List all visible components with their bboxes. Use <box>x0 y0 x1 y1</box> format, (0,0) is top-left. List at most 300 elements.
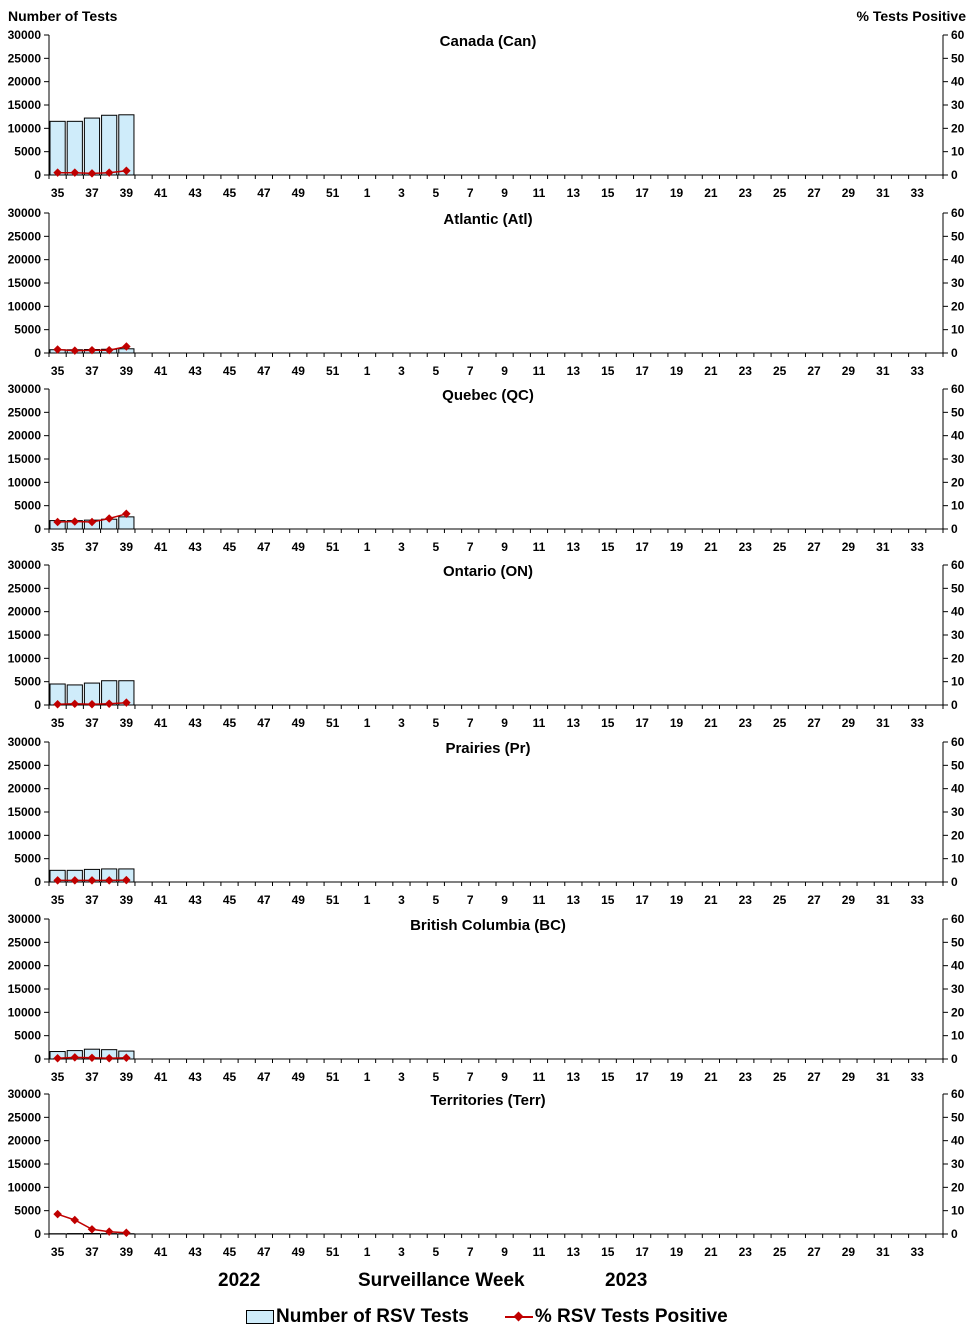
chart-title: British Columbia (BC) <box>410 917 566 934</box>
x-tick-label: 47 <box>257 540 271 554</box>
x-axis-title: Surveillance Week <box>358 1270 525 1291</box>
x-tick-label: 21 <box>704 893 718 907</box>
y-tick-label-left: 5000 <box>14 851 41 866</box>
y-tick-label-left: 0 <box>34 875 41 889</box>
x-tick-label: 35 <box>50 893 65 907</box>
y-tick-label-left: 0 <box>34 522 41 536</box>
y-tick-label-left: 15000 <box>7 98 41 112</box>
x-tick-label: 5 <box>432 186 440 200</box>
x-tick-label: 23 <box>738 893 752 907</box>
y-tick-label-right: 50 <box>951 1110 965 1125</box>
y-tick-label-right: 60 <box>951 1087 965 1101</box>
y-tick-label-right: 10 <box>951 322 965 337</box>
legend-item-tests <box>246 1306 469 1328</box>
bar <box>102 115 117 175</box>
x-tick-label: 25 <box>772 893 787 907</box>
y-tick-label-right: 0 <box>951 522 958 536</box>
x-tick-label: 1 <box>363 540 371 554</box>
x-tick-label: 17 <box>635 1070 649 1084</box>
y-tick-label-right: 20 <box>951 299 965 314</box>
x-tick-label: 33 <box>910 716 924 730</box>
y-tick-label-left: 0 <box>34 168 41 182</box>
x-tick-label: 11 <box>532 1245 546 1259</box>
x-tick-label: 49 <box>291 186 305 200</box>
chart-panel-2 <box>8 382 965 554</box>
x-tick-label: 47 <box>257 893 271 907</box>
y-tick-label-left: 30000 <box>7 382 41 396</box>
x-tick-label: 15 <box>601 716 615 730</box>
x-tick-label: 5 <box>432 893 440 907</box>
y-tick-label-left: 20000 <box>7 958 41 973</box>
x-tick-label: 31 <box>876 893 890 907</box>
y-tick-label-left: 30000 <box>7 28 41 42</box>
positive-point <box>105 1227 113 1235</box>
positive-point <box>122 1229 130 1237</box>
x-tick-label: 31 <box>876 716 890 730</box>
x-tick-label: 15 <box>601 893 615 907</box>
x-tick-label: 43 <box>188 1070 202 1084</box>
y-tick-label-left: 15000 <box>7 805 41 819</box>
chart-title: Quebec (QC) <box>442 387 534 404</box>
y-tick-label-right: 50 <box>951 758 965 773</box>
x-tick-label: 21 <box>704 364 718 378</box>
x-tick-label: 39 <box>119 716 134 730</box>
x-tick-label: 47 <box>257 1245 271 1259</box>
x-tick-label: 25 <box>772 540 787 554</box>
x-tick-label: 41 <box>154 186 168 200</box>
y-tick-label-right: 50 <box>951 405 965 420</box>
x-tick-label: 7 <box>466 1245 474 1259</box>
x-tick-label: 11 <box>532 186 546 200</box>
x-tick-label: 39 <box>119 1070 134 1084</box>
y-tick-label-right: 0 <box>951 346 958 360</box>
x-tick-label: 17 <box>635 893 649 907</box>
x-tick-label: 27 <box>807 1070 821 1084</box>
x-tick-label: 51 <box>325 364 340 378</box>
x-tick-label: 1 <box>363 893 371 907</box>
x-tick-label: 5 <box>432 364 440 378</box>
x-tick-label: 15 <box>601 540 615 554</box>
x-tick-label: 27 <box>807 716 821 730</box>
y-tick-label-left: 0 <box>34 698 41 712</box>
x-tick-label: 13 <box>566 186 581 200</box>
x-tick-label: 9 <box>501 716 508 730</box>
chart-title: Atlantic (Atl) <box>443 211 533 228</box>
x-tick-label: 21 <box>704 540 718 554</box>
y-tick-label-right: 30 <box>951 1157 965 1171</box>
x-tick-label: 43 <box>188 364 202 378</box>
x-tick-label: 39 <box>119 1245 134 1259</box>
positive-point <box>88 1225 96 1233</box>
chart-title: Territories (Terr) <box>430 1092 546 1109</box>
x-tick-label: 43 <box>188 1245 202 1259</box>
x-tick-label: 9 <box>501 540 508 554</box>
x-tick-label: 15 <box>601 186 615 200</box>
y-tick-label-right: 40 <box>951 604 965 619</box>
x-tick-label: 43 <box>188 716 202 730</box>
x-tick-label: 49 <box>291 540 305 554</box>
year-2023-label: 2023 <box>605 1270 648 1291</box>
chart-title: Ontario (ON) <box>443 563 533 580</box>
x-tick-label: 45 <box>222 893 237 907</box>
x-tick-label: 51 <box>325 540 340 554</box>
x-tick-label: 19 <box>669 540 684 554</box>
bar <box>67 121 82 175</box>
x-tick-label: 9 <box>501 186 508 200</box>
x-tick-label: 27 <box>807 186 821 200</box>
y-tick-label-right: 50 <box>951 935 965 950</box>
x-tick-label: 29 <box>841 893 856 907</box>
x-tick-label: 29 <box>841 364 856 378</box>
x-tick-label: 51 <box>325 893 340 907</box>
y-tick-label-right: 0 <box>951 1052 958 1066</box>
x-tick-label: 45 <box>222 364 237 378</box>
x-tick-label: 45 <box>222 540 237 554</box>
y-tick-label-right: 10 <box>951 1203 965 1218</box>
x-tick-label: 21 <box>704 1245 718 1259</box>
x-tick-label: 19 <box>669 186 684 200</box>
y-tick-label-left: 30000 <box>7 735 41 749</box>
x-tick-label: 45 <box>222 716 237 730</box>
x-tick-label: 1 <box>363 1245 371 1259</box>
y-tick-label-left: 10000 <box>7 475 41 490</box>
x-tick-label: 19 <box>669 364 684 378</box>
x-tick-label: 19 <box>669 1070 684 1084</box>
x-tick-label: 39 <box>119 186 134 200</box>
y-tick-label-left: 15000 <box>7 982 41 996</box>
bar <box>50 121 65 175</box>
x-tick-label: 51 <box>325 1070 340 1084</box>
left-axis-title: Number of Tests <box>8 8 118 24</box>
x-tick-label: 29 <box>841 716 856 730</box>
x-tick-label: 37 <box>85 716 99 730</box>
x-tick-label: 1 <box>363 716 371 730</box>
x-tick-label: 37 <box>85 1245 99 1259</box>
x-tick-label: 23 <box>738 1245 752 1259</box>
x-tick-label: 33 <box>910 1070 924 1084</box>
y-tick-label-right: 60 <box>951 382 965 396</box>
y-tick-label-right: 60 <box>951 28 965 42</box>
y-tick-label-left: 25000 <box>7 935 41 950</box>
bar <box>84 1233 99 1234</box>
x-tick-label: 25 <box>772 186 787 200</box>
y-tick-label-left: 30000 <box>7 1087 41 1101</box>
y-tick-label-left: 20000 <box>7 781 41 796</box>
x-tick-label: 11 <box>532 716 546 730</box>
x-tick-label: 39 <box>119 893 134 907</box>
x-tick-label: 23 <box>738 364 752 378</box>
positive-point <box>71 1216 79 1224</box>
x-tick-label: 33 <box>910 1245 924 1259</box>
x-tick-label: 31 <box>876 364 890 378</box>
x-tick-label: 17 <box>635 716 649 730</box>
y-tick-label-right: 0 <box>951 698 958 712</box>
x-tick-label: 33 <box>910 540 924 554</box>
x-tick-label: 11 <box>532 540 546 554</box>
x-tick-label: 9 <box>501 1070 508 1084</box>
chart-panel-4 <box>8 735 965 907</box>
x-tick-label: 47 <box>257 364 271 378</box>
y-tick-label-left: 25000 <box>7 229 41 244</box>
chart-panel-5 <box>8 912 965 1084</box>
x-tick-label: 21 <box>704 1070 718 1084</box>
x-tick-label: 35 <box>50 716 65 730</box>
x-tick-label: 37 <box>85 1070 99 1084</box>
x-tick-label: 37 <box>85 540 99 554</box>
x-tick-label: 29 <box>841 186 856 200</box>
x-tick-label: 25 <box>772 1245 787 1259</box>
legend <box>246 1305 764 1329</box>
x-tick-label: 39 <box>119 540 134 554</box>
y-tick-label-left: 5000 <box>14 1028 41 1043</box>
x-tick-label: 27 <box>807 540 821 554</box>
x-tick-label: 33 <box>910 186 924 200</box>
y-tick-label-right: 40 <box>951 428 965 443</box>
x-tick-label: 37 <box>85 186 99 200</box>
x-tick-label: 3 <box>398 364 405 378</box>
x-tick-label: 19 <box>669 1245 684 1259</box>
x-tick-label: 1 <box>363 364 371 378</box>
x-tick-label: 49 <box>291 1245 305 1259</box>
y-tick-label-right: 60 <box>951 735 965 749</box>
x-tick-label: 27 <box>807 1245 821 1259</box>
chart-panel-1 <box>8 206 965 378</box>
y-tick-label-left: 5000 <box>14 1203 41 1218</box>
y-tick-label-right: 60 <box>951 206 965 220</box>
legend-positive-label: % RSV Tests Positive <box>534 1306 728 1327</box>
x-tick-label: 19 <box>669 893 684 907</box>
x-tick-label: 11 <box>532 893 546 907</box>
x-tick-label: 9 <box>501 364 508 378</box>
y-tick-label-left: 30000 <box>7 558 41 572</box>
y-tick-label-right: 20 <box>951 1005 965 1020</box>
y-tick-label-left: 25000 <box>7 51 41 66</box>
x-tick-label: 7 <box>466 364 474 378</box>
legend-tests-label: Number of RSV Tests <box>276 1306 469 1327</box>
x-tick-label: 43 <box>188 893 202 907</box>
x-tick-label: 23 <box>738 540 752 554</box>
y-tick-label-right: 40 <box>951 74 965 89</box>
x-tick-label: 13 <box>566 540 581 554</box>
y-tick-label-right: 50 <box>951 229 965 244</box>
x-tick-label: 13 <box>566 893 581 907</box>
x-tick-label: 7 <box>466 716 474 730</box>
x-tick-label: 13 <box>566 1070 581 1084</box>
x-tick-label: 41 <box>154 1070 168 1084</box>
y-tick-label-left: 10000 <box>7 1180 41 1195</box>
x-tick-label: 41 <box>154 540 168 554</box>
y-tick-label-left: 15000 <box>7 1157 41 1171</box>
y-tick-label-left: 20000 <box>7 74 41 89</box>
y-tick-label-right: 20 <box>951 121 965 136</box>
x-tick-label: 47 <box>257 186 271 200</box>
bar <box>119 115 134 175</box>
x-tick-label: 27 <box>807 893 821 907</box>
y-tick-label-left: 0 <box>34 1227 41 1241</box>
x-tick-label: 43 <box>188 186 202 200</box>
x-tick-label: 13 <box>566 364 581 378</box>
x-tick-label: 31 <box>876 186 890 200</box>
x-tick-label: 43 <box>188 540 202 554</box>
y-tick-label-left: 25000 <box>7 1110 41 1125</box>
y-tick-label-left: 0 <box>34 346 41 360</box>
year-2022-label: 2022 <box>218 1270 261 1291</box>
y-tick-label-left: 20000 <box>7 428 41 443</box>
x-tick-label: 17 <box>635 186 649 200</box>
x-tick-label: 47 <box>257 716 271 730</box>
x-tick-label: 11 <box>532 364 546 378</box>
x-tick-label: 7 <box>466 186 474 200</box>
y-tick-label-right: 30 <box>951 452 965 466</box>
y-tick-label-left: 20000 <box>7 604 41 619</box>
y-tick-label-right: 0 <box>951 168 958 182</box>
x-tick-label: 21 <box>704 716 718 730</box>
y-tick-label-left: 5000 <box>14 322 41 337</box>
x-tick-label: 3 <box>398 1245 405 1259</box>
x-tick-label: 37 <box>85 893 99 907</box>
x-tick-label: 5 <box>432 1245 440 1259</box>
y-tick-label-left: 25000 <box>7 581 41 596</box>
y-tick-label-left: 25000 <box>7 405 41 420</box>
x-tick-label: 41 <box>154 893 168 907</box>
x-tick-label: 41 <box>154 364 168 378</box>
chart-panel-6 <box>8 1087 965 1259</box>
x-tick-label: 29 <box>841 1245 856 1259</box>
x-tick-label: 51 <box>325 716 340 730</box>
x-tick-label: 31 <box>876 1070 890 1084</box>
chart-title: Canada (Can) <box>439 33 537 50</box>
x-tick-label: 49 <box>291 364 305 378</box>
y-tick-label-right: 60 <box>951 558 965 572</box>
legend-bar-swatch <box>246 1310 274 1324</box>
x-tick-label: 35 <box>50 1070 65 1084</box>
x-tick-label: 35 <box>50 540 65 554</box>
x-tick-label: 31 <box>876 540 890 554</box>
chart-panel-3 <box>8 558 965 730</box>
x-tick-label: 49 <box>291 1070 305 1084</box>
x-tick-label: 41 <box>154 716 168 730</box>
bar <box>84 118 99 175</box>
chart-title: Prairies (Pr) <box>445 740 531 757</box>
y-tick-label-right: 30 <box>951 276 965 290</box>
legend-item-positive <box>505 1306 728 1328</box>
chart-panel-0 <box>8 28 965 200</box>
x-tick-label: 31 <box>876 1245 890 1259</box>
x-tick-label: 35 <box>50 186 65 200</box>
y-tick-label-left: 0 <box>34 1052 41 1066</box>
y-tick-label-right: 0 <box>951 1227 958 1241</box>
x-tick-label: 51 <box>325 186 340 200</box>
x-tick-label: 33 <box>910 893 924 907</box>
y-tick-label-left: 5000 <box>14 498 41 513</box>
x-tick-label: 45 <box>222 1245 237 1259</box>
y-tick-label-right: 40 <box>951 1133 965 1148</box>
y-tick-label-left: 10000 <box>7 299 41 314</box>
x-tick-label: 3 <box>398 716 405 730</box>
y-tick-label-right: 20 <box>951 651 965 666</box>
x-tick-label: 15 <box>601 1070 615 1084</box>
y-tick-label-left: 5000 <box>14 674 41 689</box>
x-tick-label: 29 <box>841 1070 856 1084</box>
x-tick-label: 9 <box>501 893 508 907</box>
x-tick-label: 13 <box>566 1245 581 1259</box>
y-tick-label-right: 20 <box>951 828 965 843</box>
x-tick-label: 25 <box>772 364 787 378</box>
y-tick-label-left: 15000 <box>7 452 41 466</box>
x-tick-label: 9 <box>501 1245 508 1259</box>
x-tick-label: 13 <box>566 716 581 730</box>
x-tick-label: 49 <box>291 893 305 907</box>
y-tick-label-right: 50 <box>951 51 965 66</box>
y-tick-label-right: 10 <box>951 851 965 866</box>
x-tick-label: 45 <box>222 186 237 200</box>
y-tick-label-right: 20 <box>951 475 965 490</box>
x-tick-label: 23 <box>738 1070 752 1084</box>
x-tick-label: 15 <box>601 364 615 378</box>
y-tick-label-left: 20000 <box>7 1133 41 1148</box>
bar <box>119 517 134 529</box>
x-tick-label: 17 <box>635 1245 649 1259</box>
x-tick-label: 7 <box>466 540 474 554</box>
x-tick-label: 11 <box>532 1070 546 1084</box>
y-tick-label-left: 10000 <box>7 828 41 843</box>
x-tick-label: 35 <box>50 364 65 378</box>
x-tick-label: 3 <box>398 1070 405 1084</box>
y-tick-label-right: 10 <box>951 498 965 513</box>
y-tick-label-right: 10 <box>951 144 965 159</box>
x-tick-label: 1 <box>363 186 371 200</box>
y-tick-label-right: 20 <box>951 1180 965 1195</box>
x-tick-label: 27 <box>807 364 821 378</box>
x-tick-label: 1 <box>363 1070 371 1084</box>
x-tick-label: 7 <box>466 893 474 907</box>
right-axis-title: % Tests Positive <box>856 8 966 24</box>
x-tick-label: 7 <box>466 1070 474 1084</box>
y-tick-label-right: 0 <box>951 875 958 889</box>
y-tick-label-right: 40 <box>951 781 965 796</box>
y-tick-label-right: 10 <box>951 674 965 689</box>
y-tick-label-left: 10000 <box>7 121 41 136</box>
positive-point <box>53 1210 61 1218</box>
x-tick-label: 5 <box>432 540 440 554</box>
y-tick-label-left: 10000 <box>7 651 41 666</box>
y-tick-label-left: 25000 <box>7 758 41 773</box>
legend-line-swatch <box>505 1311 533 1323</box>
x-tick-label: 47 <box>257 1070 271 1084</box>
x-tick-label: 5 <box>432 1070 440 1084</box>
x-tick-label: 21 <box>704 186 718 200</box>
x-tick-label: 35 <box>50 1245 65 1259</box>
x-tick-label: 33 <box>910 364 924 378</box>
x-tick-label: 3 <box>398 540 405 554</box>
y-tick-label-right: 30 <box>951 805 965 819</box>
y-tick-label-right: 10 <box>951 1028 965 1043</box>
y-tick-label-left: 30000 <box>7 206 41 220</box>
x-tick-label: 15 <box>601 1245 615 1259</box>
x-tick-label: 19 <box>669 716 684 730</box>
y-tick-label-left: 15000 <box>7 628 41 642</box>
y-tick-label-right: 60 <box>951 912 965 926</box>
y-tick-label-right: 40 <box>951 958 965 973</box>
x-tick-label: 23 <box>738 186 752 200</box>
x-tick-label: 39 <box>119 364 134 378</box>
x-tick-label: 25 <box>772 716 787 730</box>
positive-point <box>71 346 79 354</box>
x-tick-label: 3 <box>398 186 405 200</box>
x-tick-label: 3 <box>398 893 405 907</box>
y-tick-label-left: 30000 <box>7 912 41 926</box>
y-tick-label-right: 30 <box>951 98 965 112</box>
